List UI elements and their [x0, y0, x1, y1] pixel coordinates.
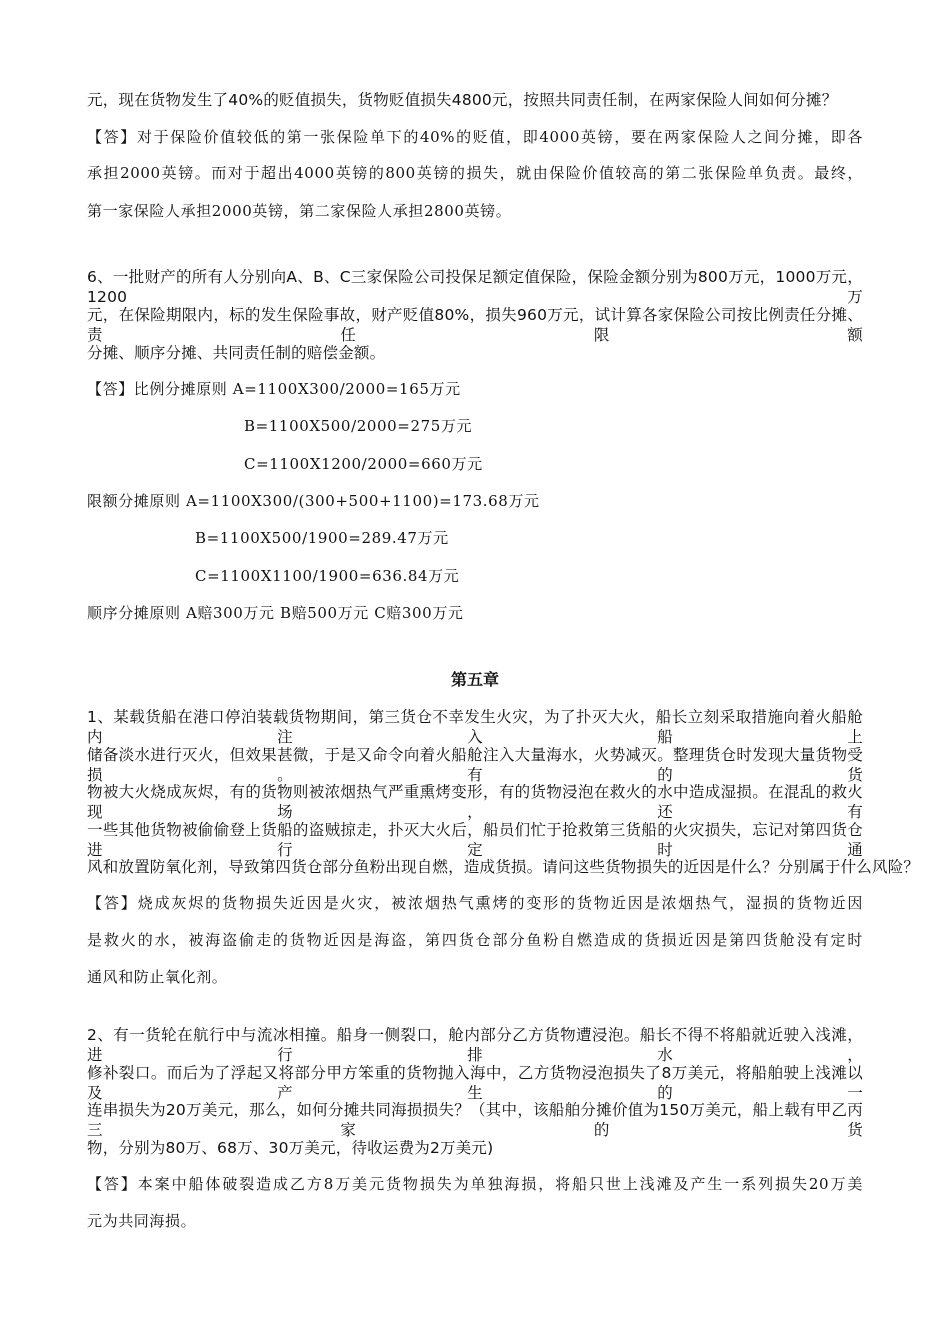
chapter5-question-2-line-2: 修补裂口。而后为了浮起又将部分甲方笨重的货物抛入海中，乙方货物浸泡损失了8万美元，将船舶驶上浅滩以及产生的一	[87, 1064, 863, 1102]
answer-5-line-2: 承担2000英镑。而对于超出4000英镑的800英镑的损失，就由保险价值较高的第二张保险单负责。最终，	[87, 164, 863, 182]
question-6-line-2: 元，在保险期限内，标的发生保险事故，财产贬值80%，损失960万元，试计算各家保险公司按比例责任分摊、责任限额	[87, 306, 863, 344]
chapter5-answer-2-line-2: 元为共同海损。	[87, 1212, 197, 1230]
chapter5-question-1-line-3: 物被大火烧成灰烬，有的货物则被浓烟热气严重熏烤变形，有的货物浸泡在救火的水中造成湿损。在混乱的救火现场，还有	[87, 783, 863, 821]
answer-6-proportional-a: 【答】比例分摊原则 A=1100X300/2000=165万元	[87, 380, 461, 398]
answer-6-proportional-b: B=1100X500/2000=275万元	[244, 417, 473, 435]
chapter5-question-1-line-4: 一些其他货物被偷偷登上货船的盗贼掠走，扑灭大火后，船员们忙于抢救第三货船的火灾损失，忘记对第四货仓进行定时通	[87, 821, 863, 859]
chapter5-question-2-line-1: 2、有一货轮在航行中与流冰相撞。船身一侧裂口，舱内部分乙方货物遭浸泡。船长不得不将船就近驶入浅滩，进行排水，	[87, 1026, 863, 1064]
answer-6-limit-a: 限额分摊原则 A=1100X300/(300+500+1100)=173.68万元	[87, 492, 540, 510]
chapter5-answer-1-line-1: 【答】烧成灰烬的货物损失近因是火灾，被浓烟热气熏烤的变形的货物近因是浓烟热气，湿损的货物近因	[87, 894, 863, 912]
chapter5-question-1-line-1: 1、某载货船在港口停泊装载货物期间，第三货仓不幸发生火灾，为了扑灭大火，船长立刻采取措施向着火船舱内注入船上	[87, 708, 863, 746]
chapter5-question-2-line-4: 物，分别为80万、68万、30万美元，待收运费为2万美元)	[87, 1139, 494, 1157]
question-6-line-3: 分摊、顺序分摊、共同责任制的赔偿金额。	[87, 344, 386, 362]
chapter5-answer-1-line-3: 通风和防止氧化剂。	[87, 968, 228, 986]
chapter5-answer-1-line-2: 是救火的水，被海盗偷走的货物近因是海盗，第四货仓部分鱼粉自燃造成的货损近因是第四货舱没有定时	[87, 931, 863, 949]
answer-6-limit-b: B=1100X500/1900=289.47万元	[195, 529, 449, 547]
chapter5-answer-2-line-1: 【答】本案中船体破裂造成乙方8万美元货物损失为单独海损，将船只世上浅滩及产生一系列损失20万美	[87, 1175, 863, 1193]
chapter5-question-1-line-5: 风和放置防氧化剂，导致第四货仓部分鱼粉出现自燃，造成货损。请问这些货物损失的近因是什么？分别属于什么风险？	[87, 858, 920, 876]
answer-6-limit-c: C=1100X1100/1900=636.84万元	[195, 567, 460, 585]
answer-5-line-1: 【答】对于保险价值较低的第一张保险单下的40%的贬值，即4000英镑，要在两家保险人之间分摊，即各	[87, 128, 863, 146]
chapter5-question-1-line-2: 储备淡水进行灭火，但效果甚微，于是又命令向着火船舱注入大量海水，火势减灭。整理货仓时发现大量货物受损。有的货	[87, 746, 863, 784]
answer-6-sequential: 顺序分摊原则 A赔300万元 B赔500万元 C赔300万元	[87, 604, 464, 622]
question-6-line-1: 6、一批财产的所有人分别向A、B、C三家保险公司投保足额定值保险，保险金额分别为800万元，1000万元，1200万	[87, 268, 863, 306]
question-5-tail: 元，现在货物发生了40%的贬值损失，货物贬值损失4800元，按照共同责任制，在两家保险人间如何分摊？	[87, 91, 838, 109]
chapter-title: 第五章	[450, 670, 499, 689]
answer-5-line-3: 第一家保险人承担2000英镑，第二家保险人承担2800英镑。	[87, 202, 512, 220]
answer-6-proportional-c: C=1100X1200/2000=660万元	[244, 455, 483, 473]
chapter5-question-2-line-3: 连串损失为20万美元，那么，如何分摊共同海损损失？（其中，该船舶分摊价值为150万美元，船上载有甲乙丙三家的货	[87, 1101, 863, 1139]
